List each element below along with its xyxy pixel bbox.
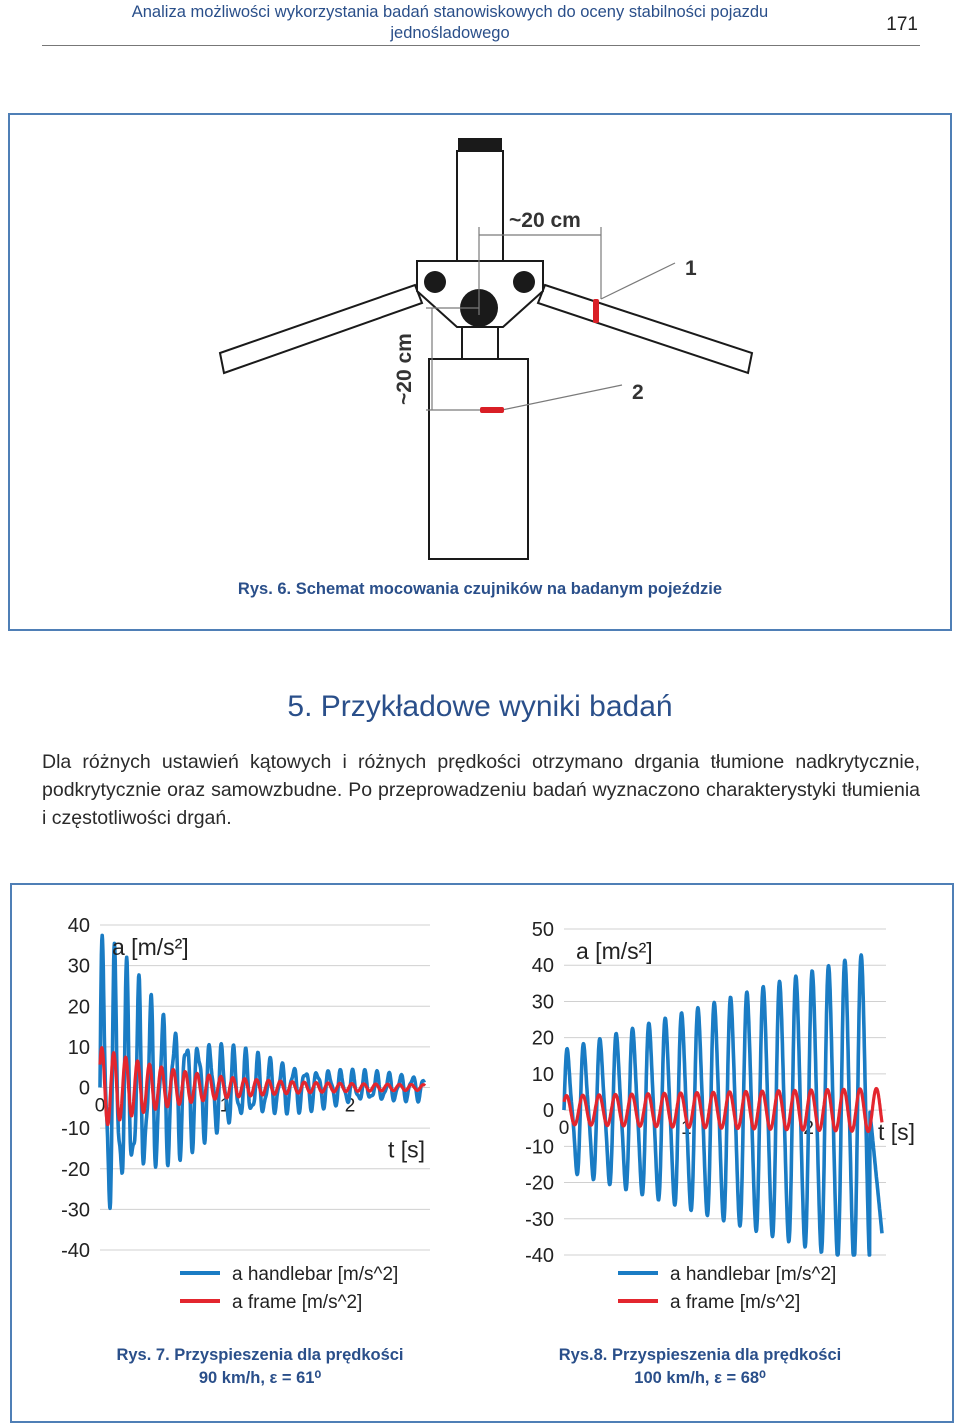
running-title <box>100 2 800 44</box>
y-axis-label: a [m/s²] <box>112 934 189 960</box>
running-title-line2: jednośladowego <box>390 24 510 42</box>
y-tick-label: 10 <box>531 1063 554 1086</box>
figure-7-caption <box>95 1344 425 1390</box>
y-tick-label: 0 <box>542 1100 554 1123</box>
y-tick-label: -30 <box>525 1208 554 1231</box>
x-tick-label: 0 <box>94 1095 106 1117</box>
y-tick-label: 40 <box>67 915 90 937</box>
header-rule <box>42 45 920 46</box>
figure-7-caption-line2: 90 km/h, ε = 61⁰ <box>198 1369 322 1387</box>
stem-cap <box>459 139 501 151</box>
y-tick-label: -30 <box>61 1199 90 1222</box>
chart-fig8 <box>478 895 948 1335</box>
figure-6-frame <box>8 113 952 631</box>
clamp-hole-right <box>513 271 535 293</box>
figure-7-caption-line1: Rys. 7. Przyspieszenia dla prędkości <box>116 1346 404 1364</box>
running-title-line1: Analiza możliwości wykorzystania badań stanowiskowych do oceny stabilności pojazdu <box>131 3 769 21</box>
x-axis-label: t [s] <box>388 1136 426 1163</box>
figure-8-caption <box>535 1344 865 1390</box>
figure-8-caption-line1: Rys.8. Przyspieszenia dla prędkości <box>558 1346 842 1364</box>
chart-fig7 <box>20 895 460 1335</box>
sensor-mounting-diagram <box>10 115 950 629</box>
legend-label: a handlebar [m/s^2] <box>232 1264 399 1285</box>
sensor-1-label: 1 <box>685 257 697 280</box>
x-tick-label: 0 <box>558 1118 570 1140</box>
y-tick-label: -10 <box>525 1136 554 1159</box>
y-tick-label: -20 <box>525 1172 554 1195</box>
x-axis-label: t [s] <box>878 1119 916 1146</box>
legend-label: a frame [m/s^2] <box>232 1292 363 1313</box>
steering-stem <box>457 151 503 269</box>
leader-line-1 <box>601 263 675 299</box>
x-tick-label: 2 <box>344 1095 356 1117</box>
y-tick-label: 0 <box>78 1077 90 1100</box>
y-tick-label: 40 <box>531 955 554 978</box>
y-tick-label: -10 <box>61 1118 90 1141</box>
y-tick-label: 30 <box>67 955 90 978</box>
y-tick-label: -40 <box>61 1240 90 1262</box>
y-tick-label: 10 <box>67 1036 90 1059</box>
y-tick-label: 20 <box>67 996 90 1019</box>
frame-tube <box>429 359 528 559</box>
figure-6-caption: Rys. 6. Schemat mocowania czujników na badanym pojeździe <box>237 580 723 598</box>
sensor-1 <box>593 299 599 323</box>
y-axis-label: a [m/s²] <box>576 938 653 964</box>
clamp-hole-left <box>424 271 446 293</box>
section-paragraph: Dla różnych ustawień kątowych i różnych prędkości otrzymano drgania tłumione nadkrytycznie, podkrytycznie oraz samowzbudne. Po przeprowadzeniu badań wyznaczono charakterystyki tłumienia i częstotliwości drgań. <box>42 751 920 829</box>
y-tick-label: 50 <box>531 919 554 941</box>
y-tick-label: 30 <box>531 991 554 1014</box>
figure-7-8-frame <box>10 883 954 1423</box>
dim-vertical-label: ~20 cm <box>393 333 416 405</box>
legend-label: a frame [m/s^2] <box>670 1292 801 1313</box>
y-tick-label: -40 <box>525 1245 554 1267</box>
figure-8-caption-line2: 100 km/h, ε = 68⁰ <box>634 1369 766 1387</box>
y-tick-label: 20 <box>531 1027 554 1050</box>
right-handlebar <box>538 285 752 373</box>
lower-neck <box>462 327 498 359</box>
x-tick-label: 2 <box>803 1118 814 1140</box>
section-title: 5. Przykładowe wyniki badań <box>287 690 673 723</box>
sensor-2-label: 2 <box>632 381 644 404</box>
y-tick-label: -20 <box>61 1158 90 1181</box>
dim-horizontal-label: ~20 cm <box>509 209 581 232</box>
x-tick-label: 1 <box>681 1118 692 1140</box>
sensor-2 <box>480 407 504 413</box>
legend-label: a handlebar [m/s^2] <box>670 1264 837 1285</box>
x-tick-label: 1 <box>219 1095 231 1117</box>
page-number: 171 <box>886 14 918 35</box>
left-handlebar <box>220 285 422 373</box>
